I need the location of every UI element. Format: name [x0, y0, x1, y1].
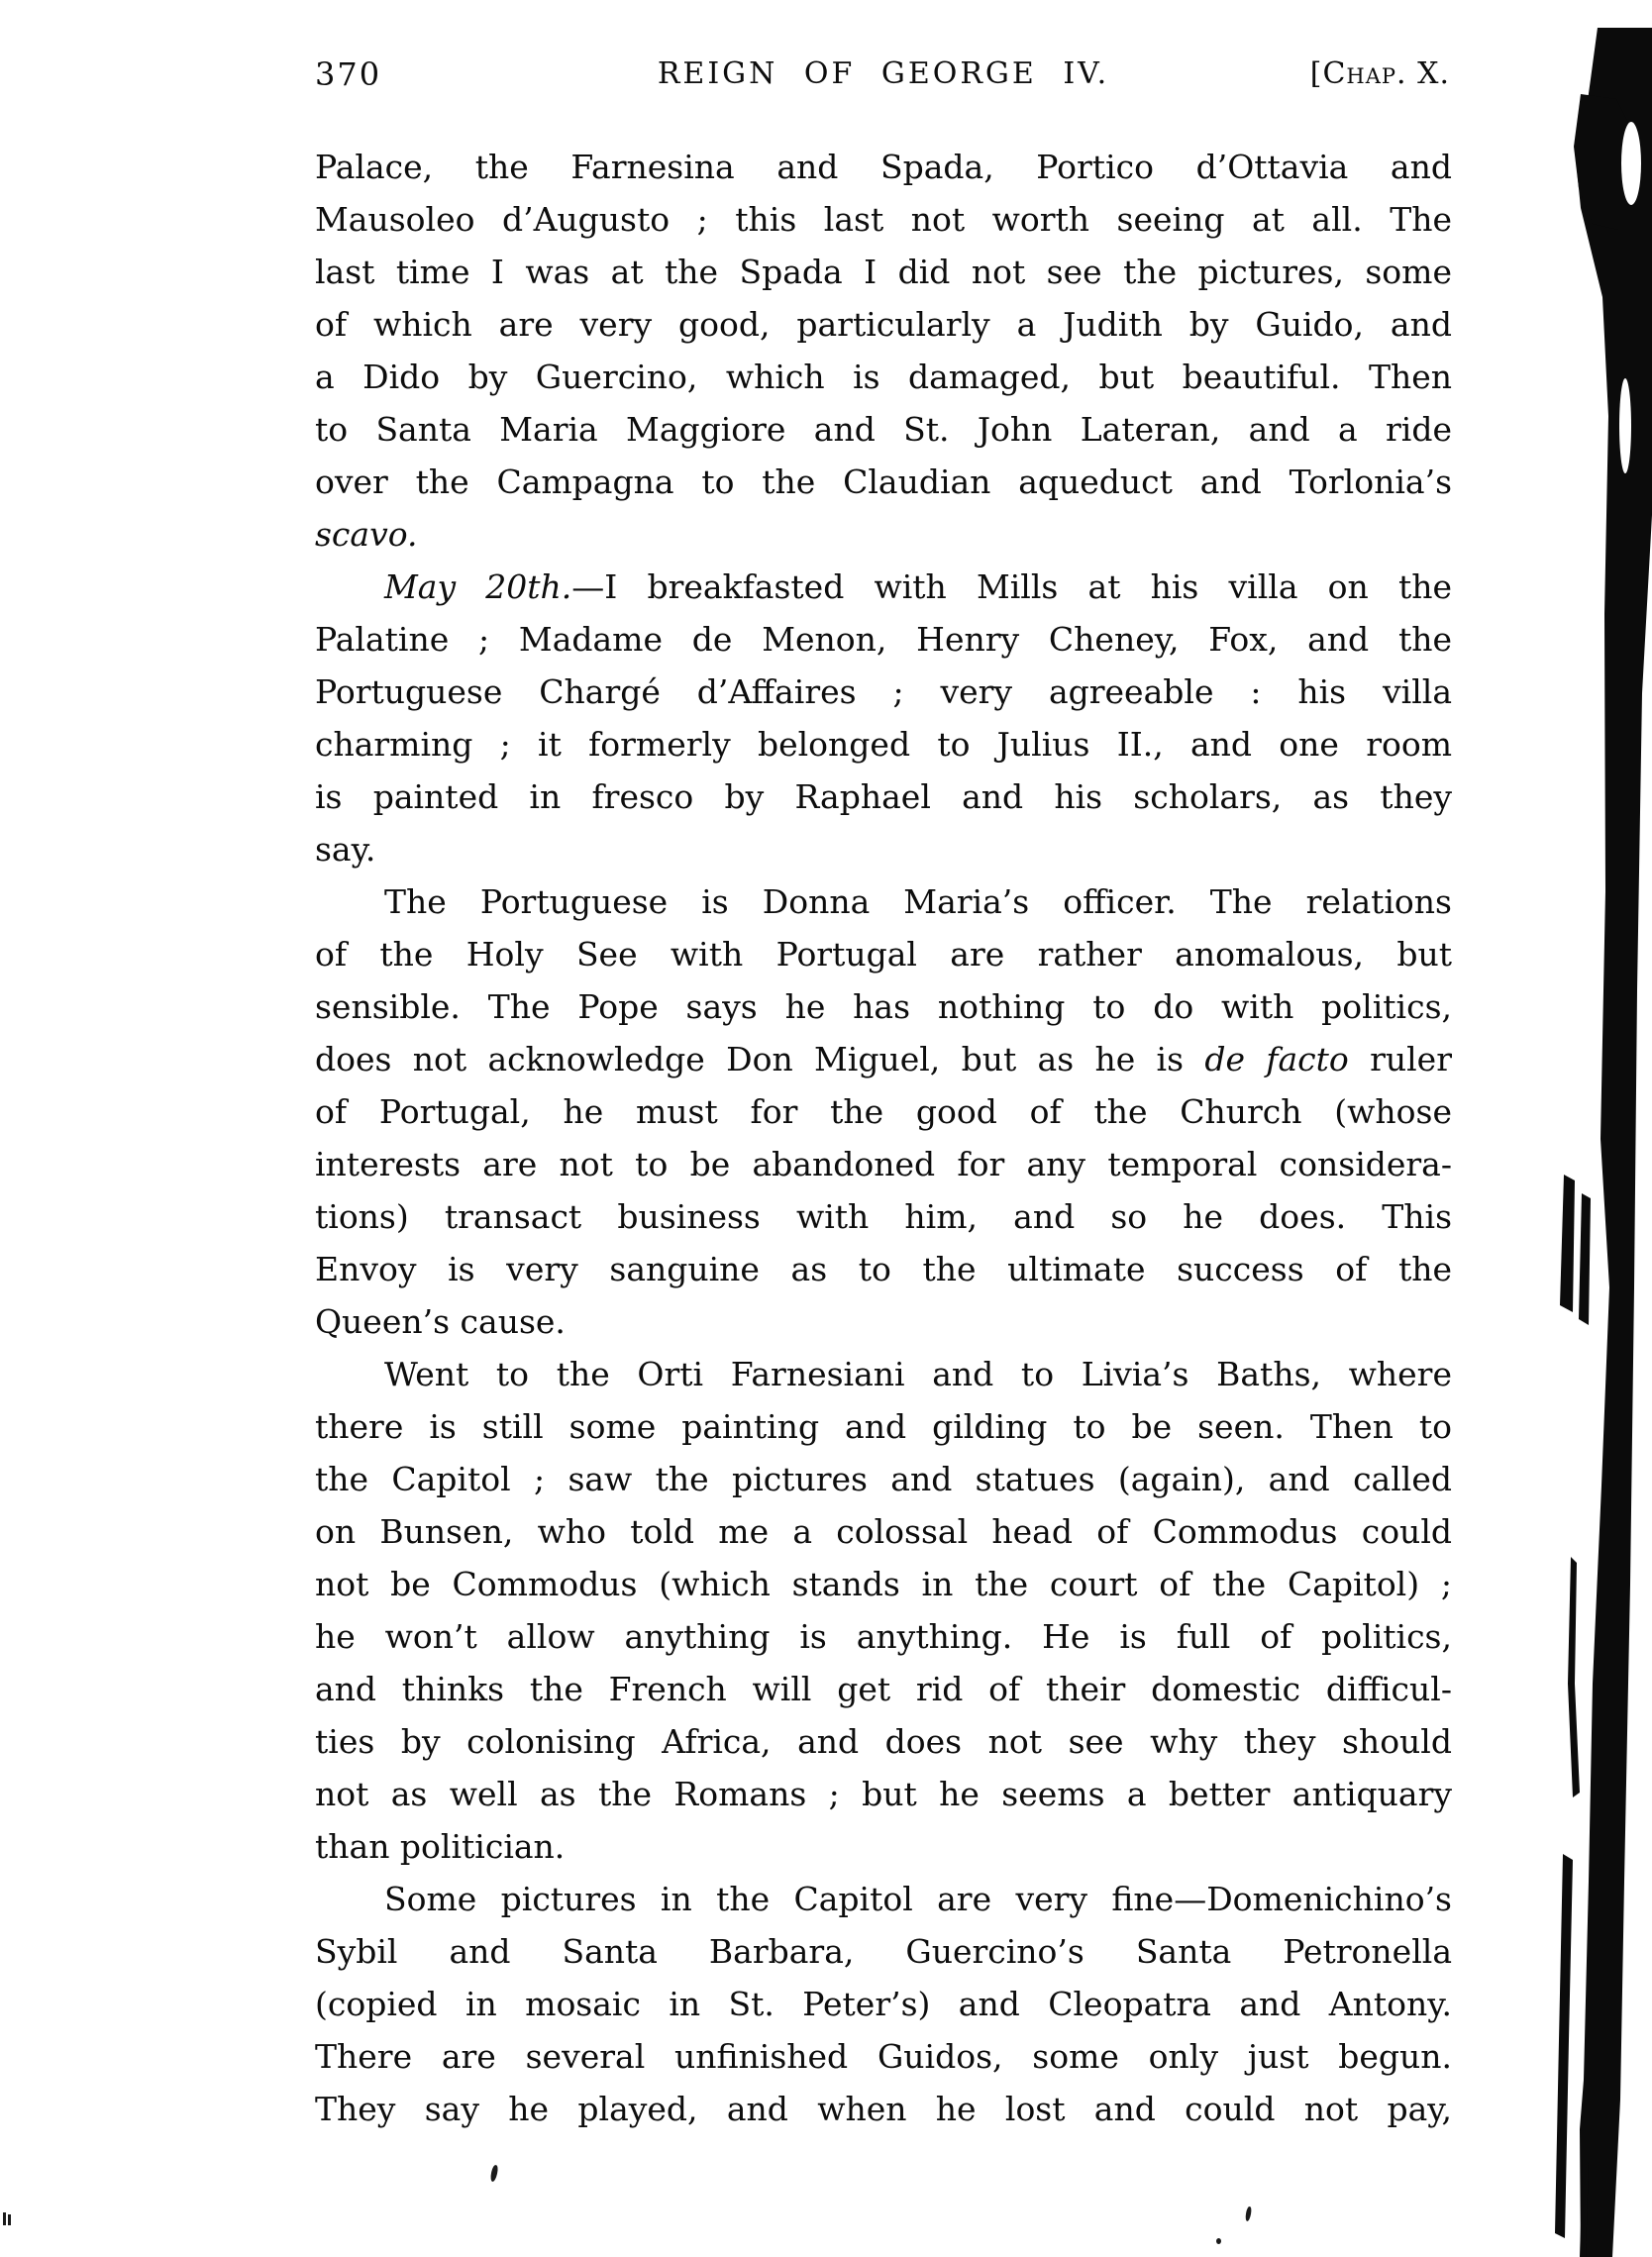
text-line: Some pictures in the Capitol are very fine—Domenichino’s [384, 1880, 1452, 1918]
text-line: Palace, the Farnesina and Spada, Portico d’Ottavia and [315, 148, 1452, 186]
text-line: sensible. The Pope says he has nothing to do with politics, [315, 987, 1452, 1026]
page-body [315, 141, 1452, 2135]
ink-speck [3, 2212, 6, 2225]
text-line: May 20th.—I breakfasted with Mills at his villa on the [384, 567, 1452, 606]
text-line: last time I was at the Spada I did not see the pictures, some [315, 253, 1452, 291]
text-line: over the Campagna to the Claudian aqueduct and Torlonia’s [315, 462, 1452, 501]
text-line: not as well as the Romans ; but he seems a better antiquary [315, 1775, 1452, 1813]
text-line: Portuguese Chargé d’Affaires ; very agreeable : his villa [315, 672, 1452, 711]
text-line: on Bunsen, who told me a colossal head of Commodus could [315, 1512, 1452, 1551]
text-line: They say he played, and when he lost and could not pay, [315, 2090, 1452, 2128]
text-line: is painted in fresco by Raphael and his scholars, as they [315, 777, 1452, 816]
text-line: Mausoleo d’Augusto ; this last not worth seeing at all. The [315, 200, 1452, 239]
scan-edge-artifact [1486, 0, 1652, 2257]
text-line: to Santa Maria Maggiore and St. John Lateran, and a ride [315, 410, 1452, 449]
text-line: and thinks the French will get rid of their domestic difficul- [315, 1670, 1452, 1708]
text-line: Sybil and Santa Barbara, Guercino’s Santa Petronella [315, 1932, 1452, 1971]
text-line: There are several unfinished Guidos, some only just begun. [315, 2037, 1452, 2076]
text-line: tions) transact business with him, and so he does. This [315, 1197, 1452, 1236]
text-line: Palatine ; Madame de Menon, Henry Cheney, Fox, and the [315, 620, 1452, 659]
text-line: not be Commodus (which stands in the court of the Capitol) ; [315, 1565, 1452, 1603]
ink-speck [1216, 2238, 1221, 2244]
running-title: REIGN OF GEORGE IV. [657, 56, 1110, 91]
text-line: a Dido by Guercino, which is damaged, but beautiful. Then [315, 358, 1452, 396]
ink-speck [8, 2214, 11, 2225]
text-line: Envoy is very sanguine as to the ultimate success of the [315, 1250, 1452, 1288]
text-line: there is still some painting and gilding to be seen. Then to [315, 1407, 1452, 1446]
chapter-label: [Chap. X. [1309, 56, 1450, 91]
text-line: than politician. [315, 1827, 566, 1866]
ink-speck [489, 2165, 498, 2183]
text-line: charming ; it formerly belonged to Julius II., and one room [315, 725, 1452, 764]
text-line: The Portuguese is Donna Maria’s officer. The relations [384, 882, 1452, 921]
text-line: the Capitol ; saw the pictures and statues (again), and called [315, 1460, 1452, 1498]
text-line: Went to the Orti Farnesiani and to Livia’s Baths, where [384, 1355, 1452, 1393]
text-line: of the Holy See with Portugal are rather anomalous, but [315, 935, 1452, 974]
page-number: 370 [315, 55, 382, 93]
text-line: Queen’s cause. [315, 1302, 566, 1341]
text-line: of Portugal, he must for the good of the Church (whose [315, 1092, 1452, 1131]
text-line: (copied in mosaic in St. Peter’s) and Cleopatra and Antony. [315, 1985, 1452, 2023]
text-line: of which are very good, particularly a Judith by Guido, and [315, 305, 1452, 344]
text-line: say. [315, 830, 376, 869]
text-line: scavo. [315, 515, 418, 554]
text-line: does not acknowledge Don Miguel, but as he is de facto ruler [315, 1040, 1452, 1078]
text-line: ties by colonising Africa, and does not see why they should [315, 1722, 1452, 1761]
text-line: he won’t allow anything is anything. He is full of politics, [315, 1617, 1452, 1656]
ink-speck [1245, 2206, 1253, 2222]
text-line: interests are not to be abandoned for any temporal considera- [315, 1145, 1452, 1183]
